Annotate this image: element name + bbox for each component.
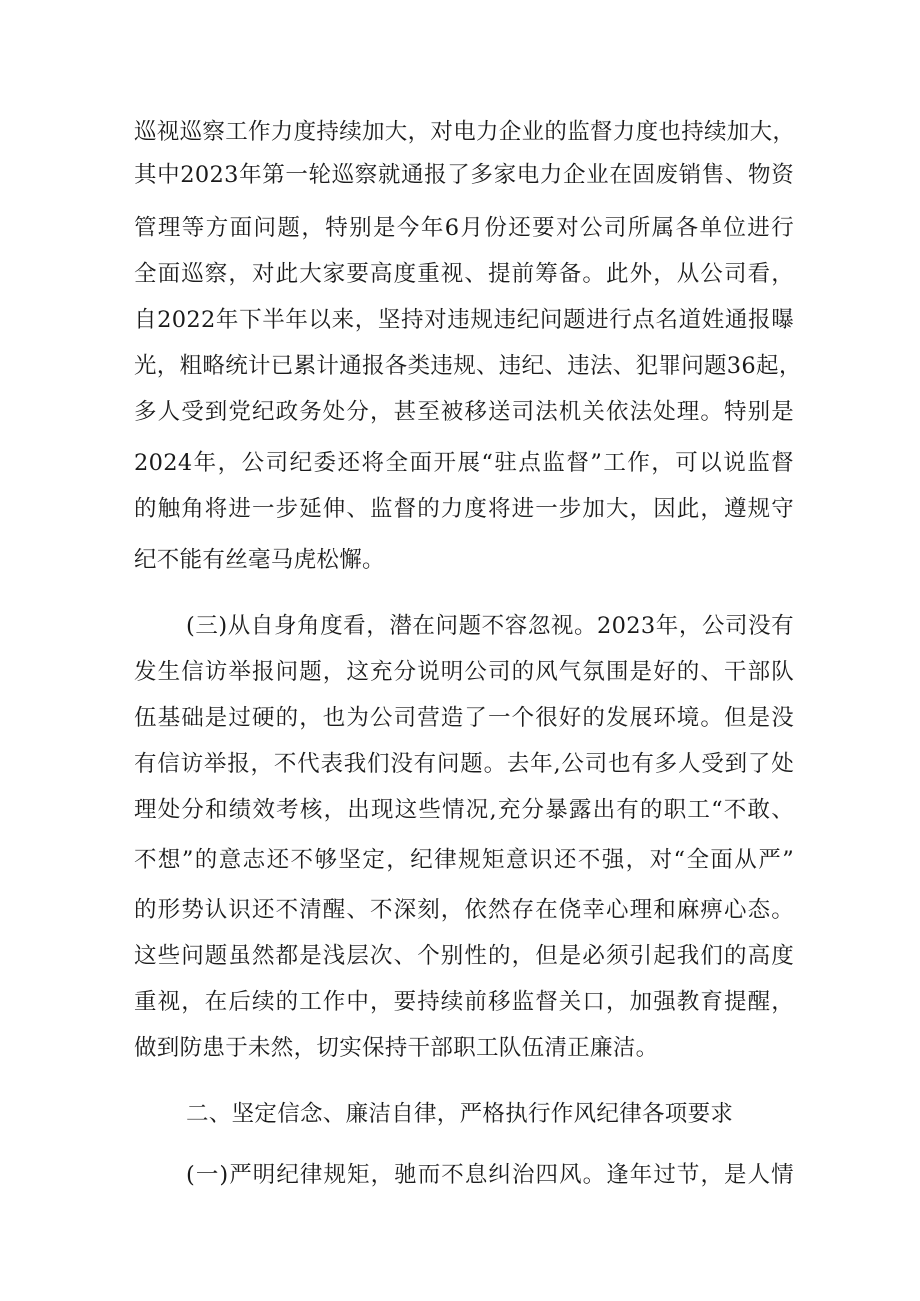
paragraph1-line: 的触角将进一步延伸、监督的力度将进一步加大，因此，遵规守	[134, 496, 794, 522]
paragraph1-line: 2024年，公司纪委还将全面开展“驻点监督”工作，可以说监督	[134, 450, 794, 476]
paragraph1-line: 光，粗略统计已累计通报各类违规、违纪、违法、犯罪问题36起，	[134, 353, 802, 379]
paragraph2-line: 理处分和绩效考核，出现这些情况,充分暴露出有的职工“不敢、	[134, 797, 794, 823]
paragraph2-line: 这些问题虽然都是浅层次、个别性的，但是必须引起我们的高度	[134, 943, 794, 969]
paragraph1-line: 巡视巡察工作力度持续加大，对电力企业的监督力度也持续加大，	[134, 119, 796, 145]
paragraph1-line: 其中2023年第一轮巡察就通报了多家电力企业在固废销售、物资	[134, 162, 794, 188]
paragraph2-line: 发生信访举报问题，这充分说明公司的风气氛围是好的、干部队	[134, 659, 794, 685]
paragraph2-line: 做到防患于未然，切实保持干部职工队伍清正廉洁。	[134, 1035, 659, 1061]
paragraph2-line: (三)从自身角度看，潜在问题不容忽视。2023年，公司没有	[186, 613, 794, 639]
paragraph1-line: 自2022年下半年以来，坚持对违规违纪问题进行点名道姓通报曝	[134, 307, 794, 333]
paragraph2-line: 重视，在后续的工作中，要持续前移监督关口，加强教育提醒，	[134, 989, 794, 1015]
paragraph2-line: 不想”的意志还不够坚定，纪律规矩意识还不强，对“全面从严”	[134, 847, 794, 873]
paragraph3-line: (一)严明纪律规矩，驰而不息纠治四风。逢年过节，是人情	[186, 1162, 794, 1188]
paragraph1-line: 纪不能有丝毫马虎松懈。	[134, 547, 385, 573]
paragraph2-line: 伍基础是过硬的，也为公司营造了一个很好的发展环境。但是没	[134, 705, 794, 731]
paragraph2-line: 的形势认识还不清醒、不深刻，依然存在侥幸心理和麻痹心态。	[134, 897, 794, 923]
paragraph1-line: 全面巡察，对此大家要高度重视、提前筹备。此外，从公司看，	[134, 261, 794, 287]
paragraph1-line: 管理等方面问题，特别是今年6月份还要对公司所属各单位进行	[134, 215, 794, 241]
paragraph2-line: 有信访举报，不代表我们没有问题。去年,公司也有多人受到了处	[134, 751, 794, 777]
section-heading: 二、坚定信念、廉洁自律，严格执行作风纪律各项要求	[186, 1101, 734, 1127]
paragraph1-line: 多人受到党纪政务处分，甚至被移送司法机关依法处理。特别是	[134, 399, 794, 425]
